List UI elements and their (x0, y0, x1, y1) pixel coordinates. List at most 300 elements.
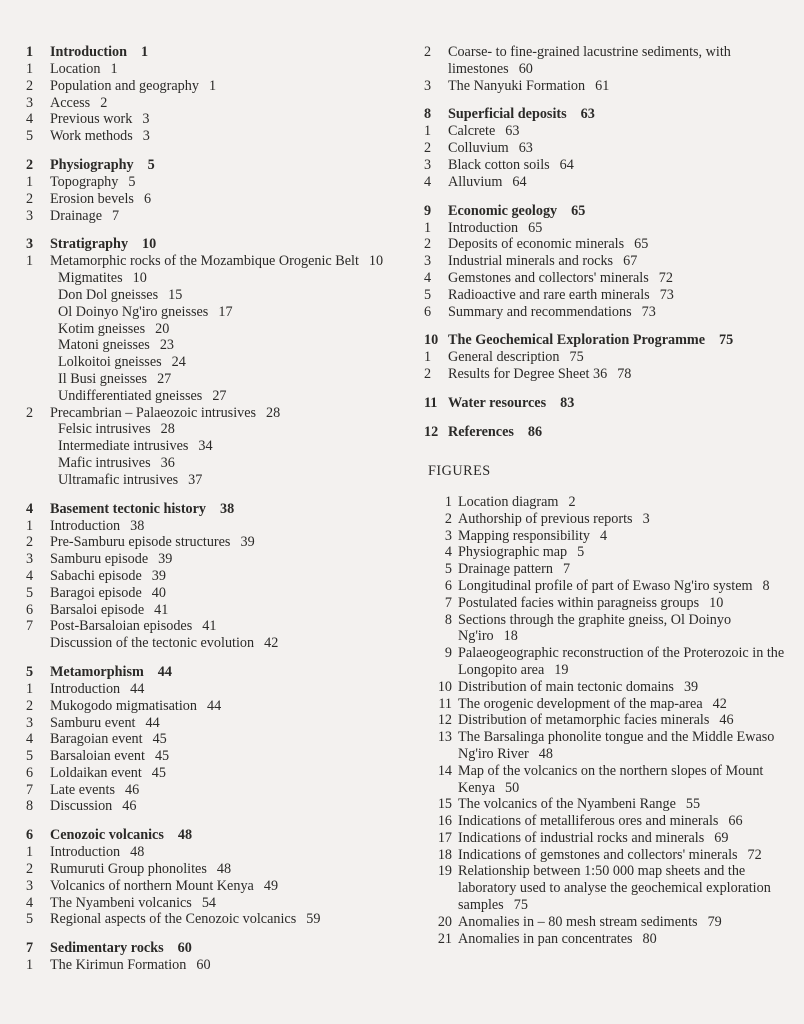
entry-title-text: Samburu event (50, 714, 136, 731)
entry-title (50, 844, 406, 861)
figure-caption (458, 830, 794, 847)
entry-page-number: 54 (201, 894, 217, 911)
entry-page-number: 39 (151, 567, 166, 584)
toc-entry (424, 157, 794, 174)
entry-title (50, 618, 406, 635)
entry-title (448, 140, 794, 157)
entry-title (448, 349, 794, 366)
toc-entry (26, 518, 406, 535)
figure-caption (458, 729, 794, 763)
subentry-page-number: 34 (198, 438, 213, 455)
entry-page-number: 73 (659, 286, 674, 303)
figure-caption-text: Indications of industrial rocks and minerals (458, 829, 705, 846)
subentry-page-number: 28 (160, 421, 175, 438)
section-page-number: 44 (157, 663, 172, 680)
figure-caption-text: Anomalies in pan concentrates (458, 930, 633, 947)
entry-title (50, 208, 406, 225)
toc-subentry (26, 472, 406, 489)
section-page-number: 86 (527, 423, 543, 440)
section-page-number: 48 (177, 827, 193, 844)
entry-title (50, 765, 406, 782)
toc-entry (424, 304, 794, 321)
entry-title (50, 681, 406, 698)
entry-number: 6 (26, 764, 34, 781)
toc-entry (26, 111, 406, 128)
section-title (448, 106, 595, 123)
entry-number: 2 (424, 366, 432, 383)
toc-entry (26, 844, 406, 861)
section-page-number: 60 (177, 940, 192, 957)
figure-page-number: 5 (577, 544, 585, 561)
section-title-text: Physiography (50, 156, 134, 173)
entry-number: 3 (26, 714, 34, 731)
section-title (448, 332, 733, 349)
figure-page-number: 72 (747, 846, 762, 863)
subentry-page-number: 24 (171, 354, 186, 371)
entry-number (26, 635, 50, 652)
figure-caption (458, 813, 794, 830)
subentry-title: Lolkoitoi gneisses (58, 354, 162, 371)
section-heading (26, 501, 406, 518)
entry-number: 5 (424, 286, 432, 303)
entry-page-number: 45 (151, 764, 166, 781)
figure-caption-text: Distribution of metamorphic facies minerals (458, 712, 710, 729)
section-title-text: Water resources (448, 394, 547, 411)
toc-entry (26, 128, 406, 145)
entry-page-number: 46 (125, 781, 140, 798)
figure-caption-text: Location diagram (458, 493, 559, 510)
figure-entry (424, 528, 794, 545)
toc-subentry (26, 421, 406, 438)
entry-title (448, 44, 794, 78)
figure-page-number: 4 (600, 527, 608, 544)
entry-title (50, 895, 406, 912)
toc-entry (26, 715, 406, 732)
subentry-title: Felsic intrusives (58, 421, 151, 438)
figure-page-number: 75 (513, 897, 528, 914)
toc-subentry (26, 270, 406, 287)
toc-entry (424, 78, 794, 95)
entry-title (50, 957, 406, 974)
figure-page-number: 48 (538, 745, 553, 762)
entry-title (50, 534, 406, 551)
toc-entry (26, 957, 406, 974)
figure-caption (458, 645, 794, 679)
toc-entry (26, 618, 406, 635)
toc-entry (26, 602, 406, 619)
figure-caption-text: Map of the volcanics on the northern slopes of Mount Kenya (458, 762, 764, 796)
entry-page-number: 2 (100, 94, 108, 111)
figure-caption-text: Distribution of main tectonic domains (458, 678, 674, 695)
entry-number: 3 (26, 551, 34, 568)
figure-caption-text: Sections through the graphite gneiss, Ol Doinyo Ng'iro (458, 611, 732, 645)
entry-title-text: The Nanyuki Formation (448, 77, 586, 94)
section-title-text: Basement tectonic history (50, 500, 207, 517)
entry-title-text: Discussion (50, 798, 113, 815)
entry-title (50, 748, 406, 765)
toc-section (26, 940, 406, 974)
entry-number: 2 (424, 140, 432, 157)
toc-entry (26, 174, 406, 191)
entry-page-number: 75 (569, 349, 584, 366)
entry-title (50, 861, 406, 878)
figure-entry (424, 763, 794, 797)
section-heading (26, 827, 406, 844)
figure-page-number: 39 (683, 678, 699, 695)
entry-title-text: Introduction (448, 219, 519, 236)
entry-title-text: Barsaloian event (50, 748, 145, 765)
entry-number: 2 (26, 697, 34, 714)
section-title (50, 664, 172, 681)
section-title (50, 157, 155, 174)
toc-entry (26, 798, 406, 815)
entry-number: 3 (26, 877, 34, 894)
entry-page-number: 45 (152, 731, 167, 748)
entry-title-text: Volcanics of northern Mount Kenya (50, 877, 254, 894)
entry-number: 3 (26, 94, 34, 111)
toc-entry (424, 174, 794, 191)
entry-number: 3 (26, 207, 34, 224)
entry-title-text: Sabachi episode (50, 567, 142, 584)
toc-entry (26, 635, 406, 652)
toc-entry (26, 61, 406, 78)
section-title (50, 827, 192, 844)
figure-page-number: 8 (762, 577, 770, 594)
entry-title-text: Topography (50, 173, 119, 190)
entry-title-text: Black cotton soils (448, 156, 550, 173)
figure-number: 2 (444, 510, 452, 527)
toc-section (424, 203, 794, 321)
entry-title-text: Location (50, 61, 101, 77)
entry-number: 3 (424, 156, 432, 173)
subentry-page-number: 10 (132, 270, 147, 287)
contents-right-column (424, 44, 794, 947)
entry-title-text: Barsaloi episode (50, 601, 145, 618)
figure-page-number: 69 (714, 829, 729, 846)
entry-page-number: 1 (110, 61, 118, 77)
subentry-page-number: 17 (218, 303, 233, 320)
subentry-title: Migmatites (58, 270, 123, 287)
entry-page-number: 38 (130, 517, 145, 534)
entry-title-text: Samburu episode (50, 551, 149, 568)
entry-page-number: 42 (264, 635, 279, 652)
figure-caption-text: The Barsalinga phonolite tongue and the Middle Ewaso Ng'iro River (458, 729, 775, 762)
entry-title (50, 602, 406, 619)
subentry-title: Don Dol gneisses (58, 286, 159, 303)
entry-page-number: 64 (512, 173, 527, 190)
section-number: 9 (424, 202, 432, 219)
entry-number: 2 (424, 44, 432, 60)
entry-title (50, 782, 406, 799)
figure-entry (424, 696, 794, 713)
figure-number: 12 (437, 712, 452, 729)
entry-title (50, 95, 406, 112)
section-heading (424, 203, 794, 220)
entry-title-text: Alluvium (448, 173, 503, 190)
section-title (50, 501, 234, 518)
entry-page-number: 60 (196, 957, 211, 974)
entry-title (448, 236, 794, 253)
entry-title-text: Summary and recommendations (448, 303, 632, 320)
section-page-number: 65 (571, 202, 586, 219)
entry-title-text: Baragoi episode (50, 584, 142, 601)
figures-heading: FIGURES (428, 462, 491, 479)
section-page-number: 1 (141, 44, 149, 60)
section-number: 2 (26, 156, 34, 173)
section-number: 1 (26, 44, 34, 60)
entry-page-number: 45 (154, 748, 170, 765)
figure-entry (424, 645, 794, 679)
toc-subentry (26, 371, 406, 388)
entry-title-text: Discussion of the tectonic evolution (50, 635, 255, 652)
figure-entry (424, 679, 794, 696)
toc-entry (26, 551, 406, 568)
entry-page-number: 64 (559, 156, 574, 173)
entry-page-number: 6 (143, 190, 152, 207)
figure-caption-text: Longitudinal profile of part of Ewaso Ng'iro system (458, 577, 753, 594)
figure-entry (424, 712, 794, 729)
entry-number: 4 (26, 111, 34, 128)
subentry-title: Il Busi gneisses (58, 370, 148, 387)
entry-title (50, 78, 406, 95)
figure-entry (424, 813, 794, 830)
figure-caption (458, 863, 794, 913)
entry-title-text: Deposits of economic minerals (448, 236, 625, 253)
entry-page-number: 44 (207, 697, 222, 714)
figure-entry (424, 578, 794, 595)
entry-title-text: Precambrian – Palaeozoic intrusives (50, 404, 257, 421)
section-page-number: 5 (147, 156, 155, 173)
entry-title (448, 270, 794, 287)
section-page-number: 38 (220, 500, 235, 517)
toc-entry (26, 585, 406, 602)
entry-title-text: General description (448, 349, 560, 366)
entry-page-number: 3 (142, 128, 150, 145)
entry-title (50, 585, 406, 602)
entry-number: 4 (424, 269, 432, 286)
toc-entry (26, 878, 406, 895)
entry-page-number: 73 (641, 303, 656, 320)
entry-title-text: The Kirimun Formation (50, 957, 187, 974)
entry-number: 6 (424, 303, 432, 320)
entry-number: 2 (26, 861, 34, 878)
section-title-text: Sedimentary rocks (50, 940, 164, 957)
toc-entry (424, 349, 794, 366)
entry-page-number: 72 (658, 269, 673, 286)
figure-entry (424, 847, 794, 864)
figure-caption (458, 796, 794, 813)
entry-title-text: Rumuruti Group phonolites (50, 861, 207, 878)
figure-caption (458, 712, 794, 729)
toc-entry (26, 681, 406, 698)
figure-entry (424, 612, 794, 646)
entry-title-text: Introduction (50, 680, 121, 697)
entry-title-text: Radioactive and rare earth minerals (448, 286, 650, 303)
figure-number: 21 (437, 930, 452, 947)
section-title-text: Stratigraphy (50, 236, 129, 253)
figure-number: 15 (437, 796, 452, 813)
section-number: 8 (424, 106, 432, 123)
entry-number: 1 (26, 517, 34, 534)
toc-entry (26, 748, 406, 765)
entry-title (50, 405, 406, 422)
section-page-number: 75 (719, 332, 734, 349)
figure-entry (424, 729, 794, 763)
figure-entry (424, 595, 794, 612)
toc-entry (26, 895, 406, 912)
toc-subentry (26, 455, 406, 472)
figure-number: 18 (437, 846, 452, 863)
toc-entry (26, 78, 406, 95)
entry-page-number: 49 (263, 877, 279, 894)
entry-title (448, 304, 794, 321)
section-number: 4 (26, 500, 34, 517)
figure-page-number: 46 (719, 712, 734, 729)
entry-number: 2 (26, 404, 34, 421)
figure-number: 6 (444, 577, 452, 594)
entry-title (50, 551, 406, 568)
contents-right-sections (424, 44, 794, 441)
toc-entry (26, 782, 406, 799)
section-heading (26, 940, 406, 957)
section-heading (424, 395, 794, 412)
toc-entry (424, 287, 794, 304)
entry-page-number: 60 (518, 60, 533, 77)
section-number: 6 (26, 827, 34, 844)
entry-page-number: 7 (112, 207, 120, 224)
entry-title (448, 174, 794, 191)
entry-title-text: Baragoian event (50, 731, 143, 748)
section-page-number: 63 (580, 106, 595, 123)
figure-page-number: 7 (562, 561, 571, 578)
section-title-text: Metamorphism (50, 663, 144, 680)
entry-title (448, 157, 794, 174)
toc-entry (26, 731, 406, 748)
entry-page-number: 41 (202, 618, 217, 635)
subentry-title: Mafic intrusives (58, 454, 151, 471)
toc-entry (26, 208, 406, 225)
entry-title (50, 698, 406, 715)
subentry-page-number: 23 (159, 337, 175, 354)
section-title (50, 44, 148, 61)
figure-caption-text: The orogenic development of the map-area (458, 695, 703, 712)
toc-section (26, 157, 406, 224)
figure-number: 5 (444, 561, 452, 578)
figure-number: 16 (437, 813, 452, 830)
figure-caption (458, 494, 794, 511)
entry-number: 7 (26, 781, 34, 798)
entry-title (50, 128, 406, 145)
entry-page-number: 10 (368, 253, 384, 270)
entry-title (50, 518, 406, 535)
section-title-text: References (448, 423, 514, 440)
toc-entry (26, 405, 406, 422)
entry-title (50, 111, 406, 128)
entry-title (50, 253, 406, 270)
section-number: 11 (424, 394, 438, 411)
entry-number: 1 (26, 173, 34, 190)
section-heading (26, 157, 406, 174)
figure-page-number: 55 (685, 796, 701, 813)
section-title-text: Cenozoic volcanics (50, 827, 164, 844)
section-title (50, 236, 156, 253)
subentry-page-number: 27 (212, 387, 227, 404)
entry-number: 4 (26, 731, 34, 748)
figures-list (424, 494, 794, 948)
figure-page-number: 2 (568, 493, 576, 510)
entry-title-text: Industrial minerals and rocks (448, 253, 614, 270)
entry-title-text: Calcrete (448, 123, 496, 140)
entry-page-number: 65 (634, 236, 649, 253)
entry-number: 5 (26, 584, 34, 601)
figure-caption (458, 763, 794, 797)
figure-caption (458, 511, 794, 528)
toc-entry (26, 698, 406, 715)
toc-section (424, 395, 794, 412)
figure-number: 10 (437, 678, 452, 695)
toc-entry (26, 568, 406, 585)
entry-number: 3 (424, 253, 432, 270)
figure-page-number: 3 (642, 510, 650, 527)
entry-number: 1 (424, 123, 432, 140)
entry-page-number: 78 (617, 366, 632, 383)
section-number: 10 (424, 332, 439, 349)
toc-entry (424, 123, 794, 140)
figure-page-number: 79 (707, 913, 722, 930)
toc-entry (26, 534, 406, 551)
entry-title (50, 798, 406, 815)
figure-entry (424, 830, 794, 847)
figure-caption-text: Drainage pattern (458, 561, 553, 578)
toc-section (424, 424, 794, 441)
entry-number: 6 (26, 601, 34, 618)
section-title (448, 395, 574, 412)
entry-page-number: 48 (216, 861, 232, 878)
figure-caption (458, 914, 794, 931)
toc-entry (26, 765, 406, 782)
toc-entry (26, 191, 406, 208)
entry-page-number: 61 (595, 77, 610, 94)
toc-section (26, 501, 406, 652)
figure-caption-text: The volcanics of the Nyambeni Range (458, 796, 676, 813)
section-number: 7 (26, 940, 34, 957)
subentry-title: Ol Doinyo Ng'iro gneisses (58, 303, 209, 320)
toc-subentry (26, 438, 406, 455)
entry-title-text: Introduction (50, 844, 121, 861)
toc-entry (26, 861, 406, 878)
entry-title (448, 366, 794, 383)
entry-page-number: 48 (130, 844, 145, 861)
figure-number: 13 (437, 729, 452, 746)
entry-title-text: Access (50, 94, 91, 111)
toc-section (26, 236, 406, 488)
subentry-title: Intermediate intrusives (58, 438, 189, 455)
toc-entry (424, 220, 794, 237)
entry-title-text: Population and geography (50, 77, 199, 94)
entry-page-number: 39 (158, 551, 173, 568)
entry-title (50, 635, 406, 652)
section-heading (424, 332, 794, 349)
toc-subentry (26, 321, 406, 338)
entry-number: 4 (26, 567, 34, 584)
figure-entry (424, 561, 794, 578)
section-title-text: The Geochemical Exploration Programme (448, 332, 706, 349)
figure-caption (458, 595, 794, 612)
entry-page-number: 67 (623, 253, 638, 270)
entry-title-text: Pre-Samburu episode structures (50, 534, 231, 551)
figure-caption (458, 528, 794, 545)
entry-page-number: 5 (128, 173, 136, 190)
